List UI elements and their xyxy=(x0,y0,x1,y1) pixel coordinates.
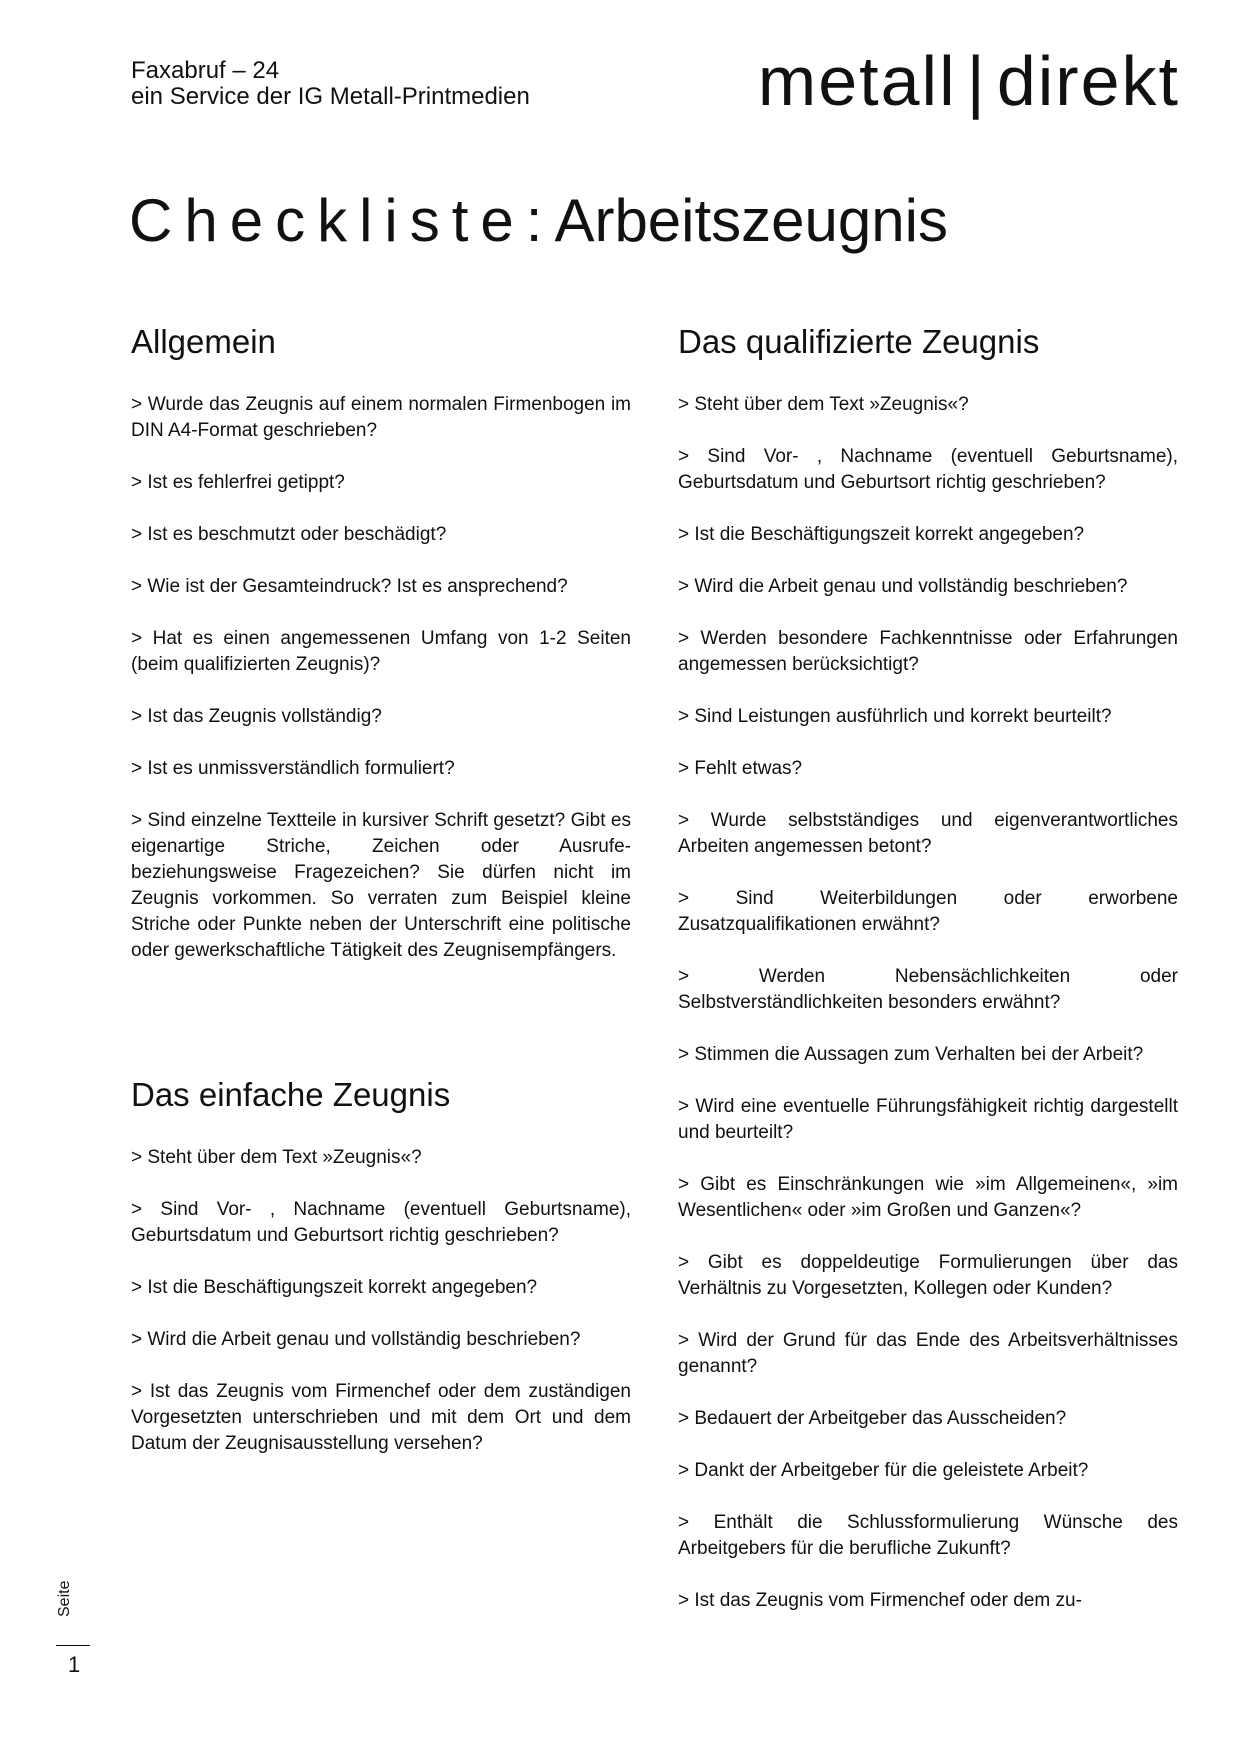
page-number: 1 xyxy=(68,1652,81,1677)
section-heading: Das einfache Zeugnis xyxy=(131,1076,451,1113)
page-divider xyxy=(56,1645,90,1646)
checklist-item: > Ist das Zeugnis vollständig? xyxy=(131,706,382,727)
checklist-item: > Bedauert der Arbeitgeber das Ausscheiden? xyxy=(678,1408,1067,1429)
checklist-item: > Sind Weiterbildungen oder erworbene Zusatzqualifikationen erwähnt? xyxy=(678,888,1178,935)
checklist-item: > Dankt der Arbeitgeber für die geleistete Arbeit? xyxy=(678,1460,1089,1481)
section-heading: Das qualifizierte Zeugnis xyxy=(678,323,1040,360)
checklist-item: > Steht über dem Text »Zeugnis«? xyxy=(678,394,969,415)
fax-number: Faxabruf – 24 xyxy=(131,57,280,84)
checklist xyxy=(131,392,631,964)
checklist-item: > Wie ist der Gesamteindruck? Ist es ansprechend? xyxy=(131,576,568,597)
checklist-item: > Wurde das Zeugnis auf einem normalen Firmenbogen im DIN A4-Format geschrieben? xyxy=(131,394,631,441)
checklist-item: > Ist die Beschäftigungszeit korrekt angegeben? xyxy=(678,524,1085,545)
section-einfaches-zeugnis xyxy=(131,1075,631,1483)
checklist-item: > Steht über dem Text »Zeugnis«? xyxy=(131,1147,422,1168)
checklist-item: > Ist es beschmutzt oder beschädigt? xyxy=(131,524,447,545)
checklist-item: > Ist es unmissverständlich formuliert? xyxy=(131,758,455,779)
checklist-item: > Enthält die Schlussformulierung Wünsche des Arbeitgebers für die berufliche Zukunft? xyxy=(678,1512,1178,1559)
checklist-item: > Fehlt etwas? xyxy=(678,758,803,779)
checklist-item: > Ist das Zeugnis vom Firmenchef oder dem zuständigen Vorgesetzten unterschrieben und mit dem Ort und dem Datum der Zeugnisausstellung versehen? xyxy=(131,1381,631,1454)
checklist-item: > Ist das Zeugnis vom Firmenchef oder dem zu- xyxy=(678,1590,1082,1611)
section-qualifiziertes-zeugnis xyxy=(678,322,1178,1640)
page-label-text: Seite xyxy=(56,1580,73,1617)
checklist xyxy=(131,1145,631,1457)
section-allgemein xyxy=(131,322,631,990)
checklist-item: > Gibt es doppeldeutige Formulierungen über das Verhältnis zu Vorgesetzten, Kollegen oder Kunden? xyxy=(678,1252,1178,1299)
brand-separator: | xyxy=(966,42,987,120)
title-checkliste: Checkliste: xyxy=(129,187,555,254)
checklist-item: > Ist es fehlerfrei getippt? xyxy=(131,472,345,493)
checklist-item: > Sind Leistungen ausführlich und korrekt beurteilt? xyxy=(678,706,1112,727)
checklist-item: > Wird eine eventuelle Führungsfähigkeit richtig dargestellt und beurteilt? xyxy=(678,1096,1178,1143)
service-line: ein Service der IG Metall-Printmedien xyxy=(131,83,530,110)
section-heading: Allgemein xyxy=(131,323,276,360)
brand-logo xyxy=(758,40,1180,122)
checklist-item: > Sind Vor- , Nachname (eventuell Geburtsname), Geburtsdatum und Geburtsort richtig geschrieben? xyxy=(131,1199,631,1246)
checklist-item: > Gibt es Einschränkungen wie »im Allgemeinen«, »im Wesentlichen« oder »im Großen und Ganzen«? xyxy=(678,1174,1178,1221)
page-label xyxy=(56,1580,90,1635)
checklist-item: > Wird der Grund für das Ende des Arbeitsverhältnisses genannt? xyxy=(678,1330,1178,1377)
title-arbeitszeugnis: Arbeitszeugnis xyxy=(554,187,948,254)
checklist-item: > Werden Nebensächlichkeiten oder Selbstverständlichkeiten besonders erwähnt? xyxy=(678,966,1178,1013)
checklist-item: > Sind Vor- , Nachname (eventuell Geburtsname), Geburtsdatum und Geburtsort richtig geschrieben? xyxy=(678,446,1178,493)
brand-right: direkt xyxy=(996,42,1180,120)
checklist-item: > Sind einzelne Textteile in kursiver Schrift gesetzt? Gibt es eigenartige Striche, Zeichen oder Ausrufe- beziehungsweise Fragezeichen? Sie dürfen nicht im Zeugnis vorkommen. So verraten zum Beispiel kleine Striche oder Punkte neben der Unterschrift eine politische oder gewerkschaftliche Tätigkeit des Zeugnisempfängers. xyxy=(131,810,631,961)
brand-left: metall xyxy=(757,42,957,120)
checklist-item: > Wird die Arbeit genau und vollständig beschrieben? xyxy=(678,576,1128,597)
checklist-item: > Stimmen die Aussagen zum Verhalten bei der Arbeit? xyxy=(678,1044,1144,1065)
fax-header xyxy=(131,58,530,110)
checklist-item: > Wurde selbstständiges und eigenverantwortliches Arbeiten angemessen betont? xyxy=(678,810,1178,857)
page-title xyxy=(129,186,948,256)
checklist xyxy=(678,392,1178,1614)
checklist-item: > Wird die Arbeit genau und vollständig beschrieben? xyxy=(131,1329,581,1350)
checklist-item: > Ist die Beschäftigungszeit korrekt angegeben? xyxy=(131,1277,538,1298)
checklist-item: > Werden besondere Fachkenntnisse oder Erfahrungen angemessen berücksichtigt? xyxy=(678,628,1178,675)
checklist-item: > Hat es einen angemessenen Umfang von 1-2 Seiten (beim qualifizierten Zeugnis)? xyxy=(131,628,631,675)
